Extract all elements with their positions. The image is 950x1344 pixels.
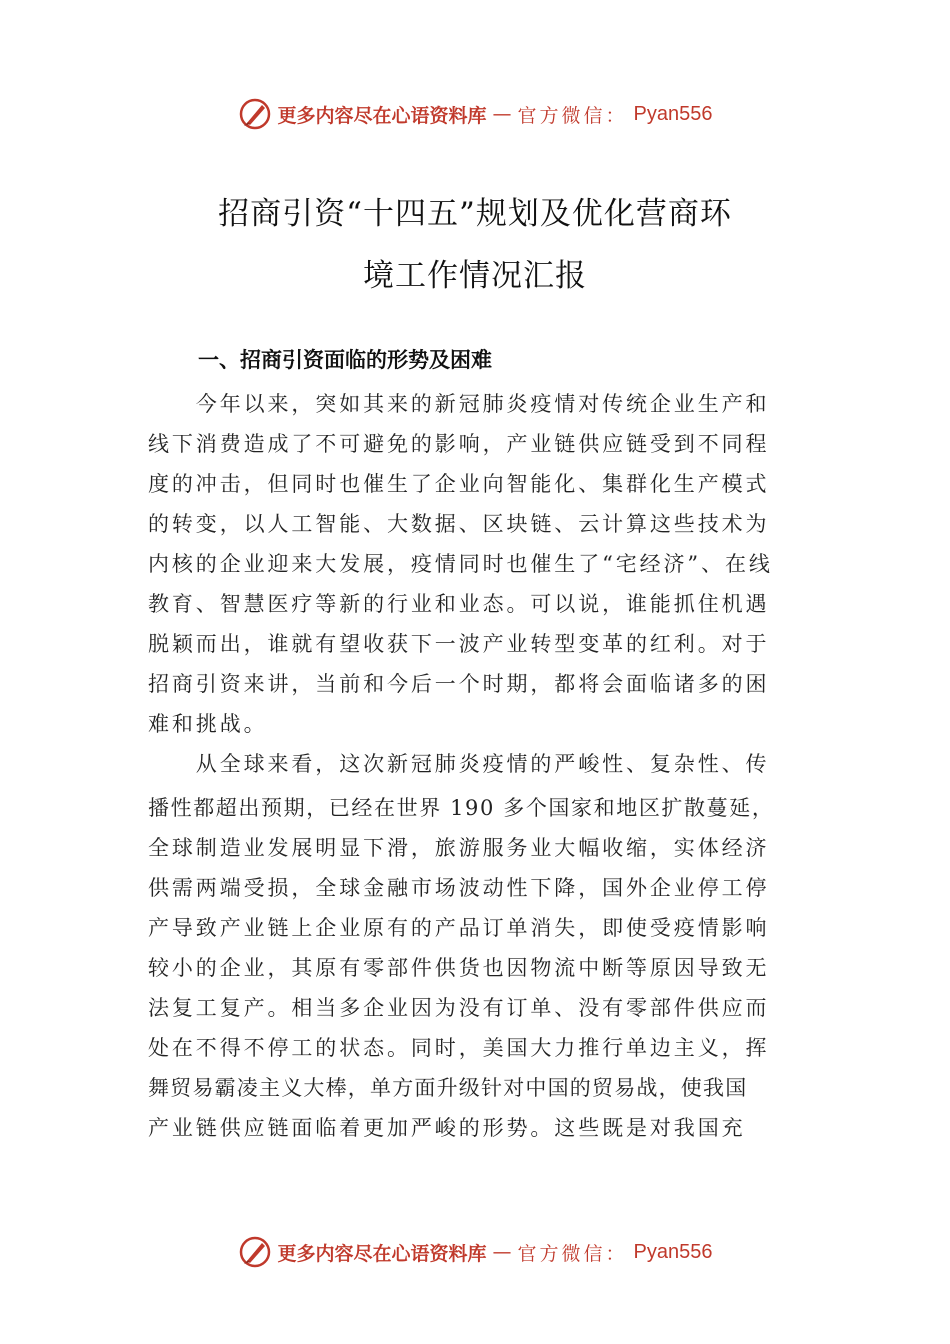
watermark-wechat-id: Pyan556 [633,102,713,125]
body-line: 脱颖而出，谁就有望收获下一波产业转型变革的红利。对于 [148,632,770,656]
body-line: 难和挑战。 [148,712,268,736]
body-line: 教育、智慧医疗等新的行业和业态。可以说，谁能抓住机遇 [148,592,770,616]
watermark-dash: — [492,103,512,125]
body-line: 法复工复产。相当多企业因为没有订单、没有零部件供应而 [148,996,770,1020]
footer-watermark [0,1232,950,1272]
body-line: 招商引资来讲，当前和今后一个时期，都将会面临诸多的困 [148,672,770,696]
body-line: 处在不得不停工的状态。同时，美国大力推行单边主义，挥 [148,1036,770,1060]
body-line: 线下消费造成了不可避免的影响，产业链供应链受到不同程 [148,432,770,456]
body-line: 播性都超出预期，已经在世界 190 多个国家和地区扩散蔓延， [148,796,775,820]
body-line: 舞贸易霸凌主义大棒，单方面升级针对中国的贸易战，使我国 [148,1076,748,1100]
body-line: 供需两端受损，全球金融市场波动性下降，国外企业停工停 [148,876,770,900]
body-line: 的转变，以人工智能、大数据、区块链、云计算这些技术为 [148,512,770,536]
watermark-wechat-label: 官方微信： [517,1242,628,1265]
body-line: 内核的企业迎来大发展，疫情同时也催生了“宅经济”、在线 [148,552,773,576]
pen-logo-icon [238,97,272,131]
watermark-dash: — [492,1241,512,1263]
section-heading: 一、招商引资面临的形势及困难 [198,348,492,372]
watermark-brand: 更多内容尽在心语资料库 [277,104,487,127]
body-line: 度的冲击，但同时也催生了企业向智能化、集群化生产模式 [148,472,770,496]
pen-logo-icon [238,1235,272,1269]
watermark-wechat-label: 官方微信： [517,104,628,127]
body-line: 产导致产业链上企业原有的产品订单消失，即使受疫情影响 [148,916,770,940]
header-watermark [0,94,950,134]
document-title-line-1: 招商引资“十四五”规划及优化营商环 [218,196,732,232]
watermark-wechat-id: Pyan556 [633,1240,713,1263]
document-title-line-2: 境工作情况汇报 [363,258,587,294]
body-line: 今年以来，突如其来的新冠肺炎疫情对传统企业生产和 [148,392,770,416]
watermark-brand: 更多内容尽在心语资料库 [277,1242,487,1265]
body-line: 从全球来看，这次新冠肺炎疫情的严峻性、复杂性、传 [148,752,770,776]
body-line: 全球制造业发展明显下滑，旅游服务业大幅收缩，实体经济 [148,836,770,860]
body-line: 较小的企业，其原有零部件供货也因物流中断等原因导致无 [148,956,770,980]
body-line: 产业链供应链面临着更加严峻的形势。这些既是对我国充 [148,1116,746,1140]
